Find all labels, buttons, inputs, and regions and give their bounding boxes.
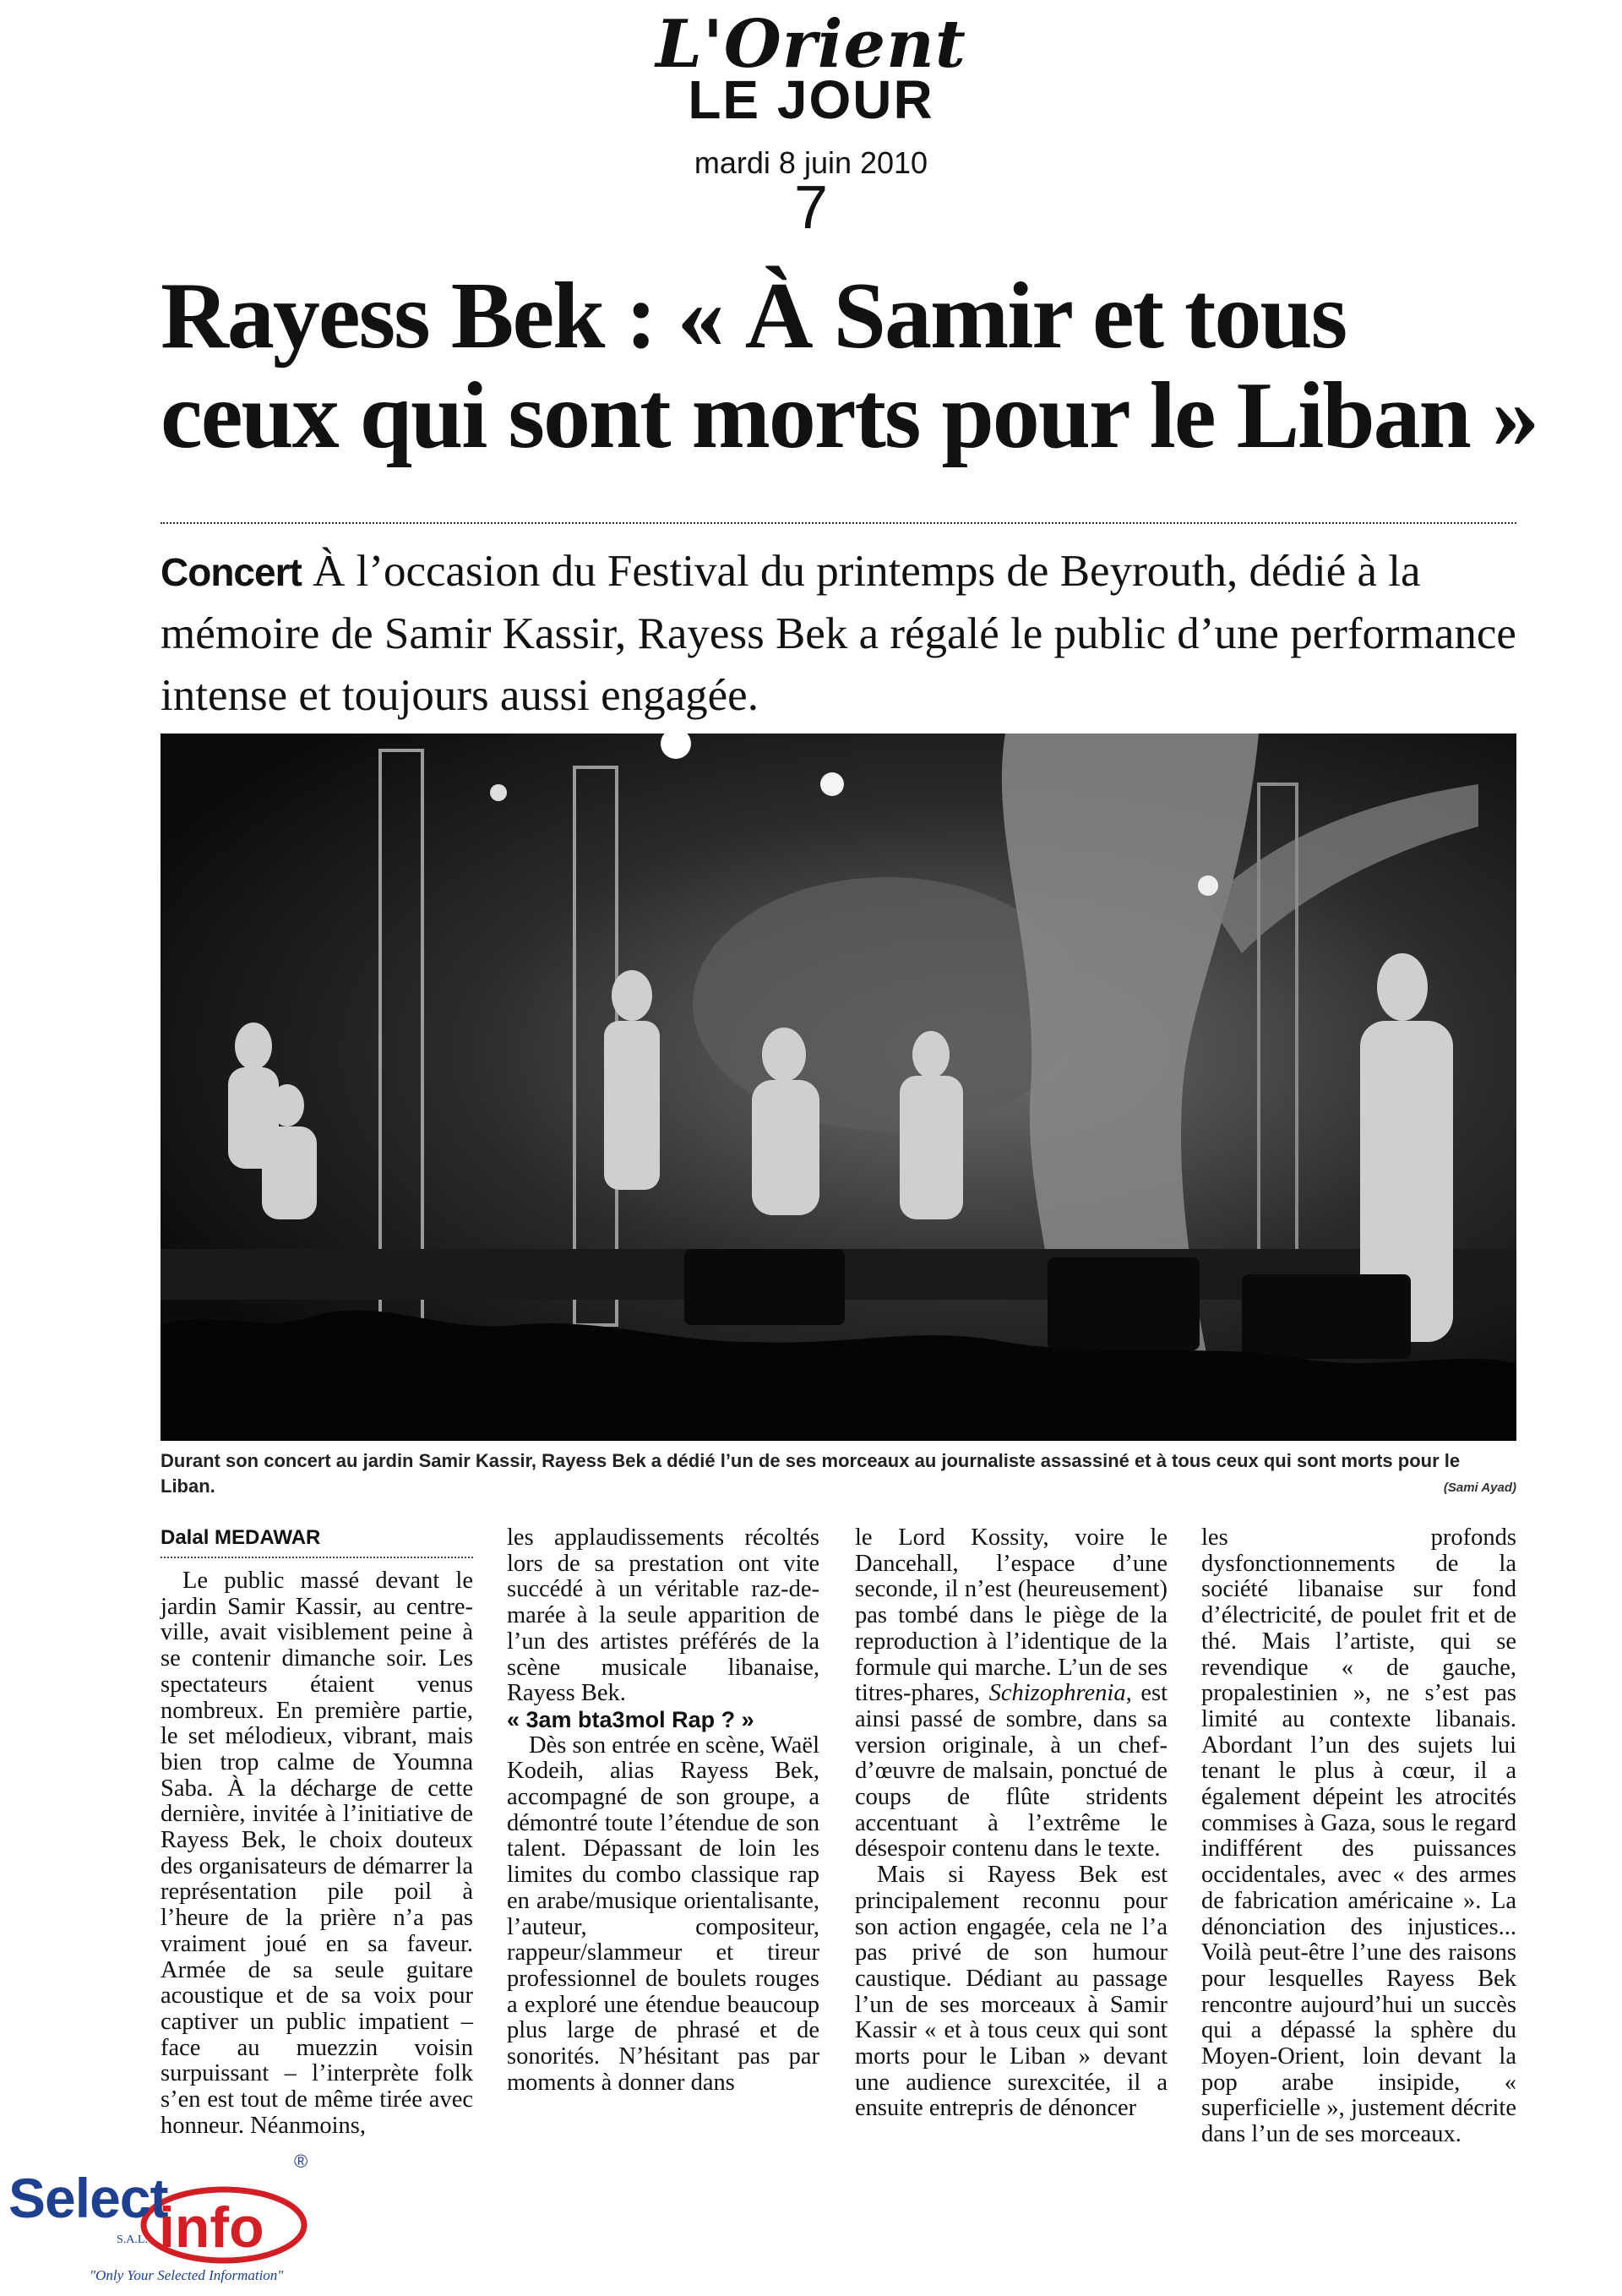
logo-word-select: Select [8, 2167, 168, 2229]
article-column-4 [1201, 1525, 1516, 2148]
standfirst-text: À l’occasion du Festival du printemps de Beyrouth, dédié à la mémoire de Samir Kassir, Rayess Bek a régalé le public d’une performance intense et toujours aussi engagée. [161, 547, 1516, 720]
kicker-label: Concert [161, 550, 302, 594]
article-column-1 [161, 1568, 473, 2139]
headline: Rayess Bek : « À Samir et tous ceux qui sont morts pour le Liban » [161, 264, 1538, 468]
photo-caption: Durant son concert au jardin Samir Kassir, Rayess Bek a dédié l’un de ses morceaux au journaliste assassiné et à tous ceux qui sont morts pour le Liban. [161, 1450, 1461, 1497]
byline-divider [161, 1557, 473, 1558]
article-paragraph-3b: les profonds dysfonctionnements de la société libanaise sur fond d’électricité, de poulet frit et de thé. Mais l’artiste, qui se revendique « de gauche, propalestinien », ne s’est pas limité au contexte libanais. Abordant l’un des sujets lui tenant le plus à cœur, il a également dépeint les atrocités commises à Gaza, sous le regard indifférent des puissances occidentales, avec « des armes de fabrication américaine ». La dénonciation des injustices... Voilà peut-être l’une des raisons pour lesquelles Rayess Bek rencontre aujourd’hui un succès qui a dépassé la sphère du Moyen-Orient, loin devant la pop arabe insipide, « superficielle », justement décrite dans l’un de ses morceaux. [1201, 1524, 1516, 2148]
registered-mark: ® [294, 2151, 308, 2172]
concert-photo-illustration [161, 734, 1516, 1441]
byline: Dalal MEDAWAR [161, 1526, 321, 1549]
article-paragraph-1b: les applaudissements récoltés lors de sa prestation ont vite succédé à un véritable raz-de-marée à la seule apparition de l’un des artistes préférés de la scène musicale libanaise, Rayess Bek. [507, 1524, 819, 1707]
article-paragraph-3a: Mais si Rayess Bek est principalement reconnu pour son action engagée, cela ne l’a pas privé de son humour caustique. Dédiant au passage l’un de ses morceaux à Samir Kassir « et à tous ceux qui sont morts pour le Liban » devant une audience surexcitée, il a ensuite entrepris de dénoncer [855, 1862, 1168, 2122]
article-paragraph-2-end: , est ainsi passé de sombre, dans sa version originale, à un chef-d’œuvre de malsain, ponctué de coups de flûte stridents accentuant à l’extrême le désespoir contenu dans le texte. [855, 1680, 1168, 1862]
masthead-title: L'Orient [656, 6, 966, 83]
article-paragraph-1a: Le public massé devant le jardin Samir Kassir, au centre-ville, avait visiblement peine à se contenir dimanche soir. Les spectateurs étaient venus nombreux. En première partie, le set mélodieux, vibrant, mais bien trop calme de Youmna Saba. À la décharge de cette dernière, invitée à l’initiative de Rayess Bek, le choix douteux des organisateurs de démarrer la représentation pile poil à l’heure de la prière n’a pas vraiment joué en sa faveur. Armée de sa seule guitare acoustique et de sa voix pour captiver un public impatient – face au muezzin voisin surpuissant – l’interprète folk s’en est tout de même tirée avec honneur. Néanmoins, [161, 1568, 473, 2139]
article-column-2 [507, 1525, 819, 2096]
article-subhead: « 3am bta3mol Rap ? » [507, 1706, 754, 1732]
divider [161, 522, 1516, 524]
article-column-3 [855, 1525, 1168, 2122]
logo-tagline: "Only Your Selected Information" [90, 2267, 284, 2283]
masthead-subtitle: LE JOUR [688, 69, 934, 130]
logo-word-info: info [159, 2195, 264, 2260]
song-title: Schizophrenia [988, 1680, 1126, 1707]
photo-credit: (Sami Ayad) [1443, 1481, 1516, 1495]
selectinfo-logo [8, 2151, 313, 2294]
standfirst [161, 541, 1521, 727]
concert-photo [161, 734, 1516, 1441]
logo-sal: S.A.L. [117, 2233, 148, 2246]
article-paragraph-2b: le Lord Kossity, voire le Dancehall, l’espace d’une seconde, il n’est (heureusement) pas tombé dans le piège de la reproduction à l’identique de la formule qui marche. L’un de ses titres-phares, Schizophrenia, est ainsi passé de sombre, dans sa version originale, à un chef-d’œuvre de malsain, ponctué de coups de flûte stridents accentuant à l’extrême le désespoir contenu dans le texte. [855, 1524, 1168, 1862]
article-paragraph-2a: Dès son entrée en scène, Waël Kodeih, alias Rayess Bek, accompagné de son groupe, a démontré toute l’étendue de son talent. Dépassant de loin les limites du combo classique rap en arabe/musique orientalisante, l’auteur, compositeur, rappeur/slammeur et tireur professionnel de boulets rouges a exploré une étendue beaucoup plus large de phrasé et de sonorités. N’hésitant pas par moments à donner dans [507, 1732, 819, 2096]
publication-date: mardi 8 juin 2010 [694, 145, 928, 180]
page-number: 7 [794, 174, 829, 242]
